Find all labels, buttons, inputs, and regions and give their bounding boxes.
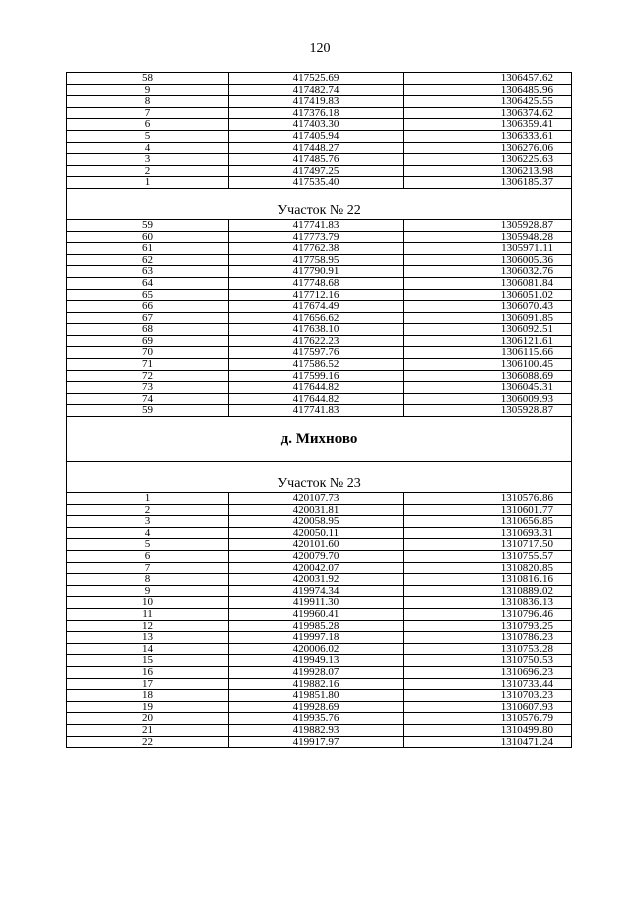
- x-coordinate-cell: 417712.16: [229, 289, 404, 301]
- table-row: [67, 301, 572, 313]
- point-number-cell: 64: [67, 277, 229, 289]
- x-coordinate-cell: 419851.80: [229, 690, 404, 702]
- point-number-cell: 10: [67, 597, 229, 609]
- x-coordinate-cell: 417622.23: [229, 335, 404, 347]
- table-row: [67, 678, 572, 690]
- y-coordinate-cell: 1310750.53: [404, 655, 572, 667]
- point-number-cell: 8: [67, 96, 229, 108]
- table-row: [67, 666, 572, 678]
- y-coordinate-cell: 1310717.50: [404, 539, 572, 551]
- point-number-cell: 70: [67, 347, 229, 359]
- point-number-cell: 7: [67, 107, 229, 119]
- x-coordinate-cell: 420079.70: [229, 551, 404, 563]
- y-coordinate-cell: 1305928.87: [404, 405, 572, 417]
- table-row: [67, 73, 572, 85]
- point-number-cell: 9: [67, 585, 229, 597]
- x-coordinate-cell: 417644.82: [229, 382, 404, 394]
- y-coordinate-cell: 1310755.57: [404, 551, 572, 563]
- y-coordinate-cell: 1310696.23: [404, 666, 572, 678]
- x-coordinate-cell: 417748.68: [229, 277, 404, 289]
- table-row: [67, 608, 572, 620]
- point-number-cell: 65: [67, 289, 229, 301]
- table-row: [67, 632, 572, 644]
- y-coordinate-cell: 1306333.61: [404, 130, 572, 142]
- table-row: [67, 119, 572, 131]
- table-row: [67, 289, 572, 301]
- x-coordinate-cell: 420042.07: [229, 562, 404, 574]
- x-coordinate-cell: 417497.25: [229, 165, 404, 177]
- point-number-cell: 22: [67, 736, 229, 748]
- point-number-cell: 74: [67, 393, 229, 405]
- section-title: Участок № 23: [67, 462, 572, 493]
- x-coordinate-cell: 420107.73: [229, 493, 404, 505]
- point-number-cell: 73: [67, 382, 229, 394]
- table-row: [67, 393, 572, 405]
- section-title: Участок № 22: [67, 188, 572, 219]
- y-coordinate-cell: 1310753.28: [404, 643, 572, 655]
- x-coordinate-cell: 419882.16: [229, 678, 404, 690]
- y-coordinate-cell: 1310796.46: [404, 608, 572, 620]
- table-row: [67, 312, 572, 324]
- point-number-cell: 15: [67, 655, 229, 667]
- x-coordinate-cell: 417448.27: [229, 142, 404, 154]
- table-row: [67, 405, 572, 417]
- y-coordinate-cell: 1310576.79: [404, 713, 572, 725]
- table-row: [67, 736, 572, 748]
- x-coordinate-cell: 417741.83: [229, 219, 404, 231]
- x-coordinate-cell: 417644.82: [229, 393, 404, 405]
- y-coordinate-cell: 1310703.23: [404, 690, 572, 702]
- point-number-cell: 2: [67, 165, 229, 177]
- x-coordinate-cell: 419960.41: [229, 608, 404, 620]
- table-row: [67, 620, 572, 632]
- y-coordinate-cell: 1310693.31: [404, 527, 572, 539]
- point-number-cell: 17: [67, 678, 229, 690]
- x-coordinate-cell: 417403.30: [229, 119, 404, 131]
- y-coordinate-cell: 1306185.37: [404, 177, 572, 189]
- point-number-cell: 59: [67, 405, 229, 417]
- x-coordinate-cell: 419882.93: [229, 724, 404, 736]
- x-coordinate-cell: 420031.92: [229, 574, 404, 586]
- table-row: [67, 359, 572, 371]
- x-coordinate-cell: 419911.30: [229, 597, 404, 609]
- y-coordinate-cell: 1306225.63: [404, 154, 572, 166]
- coordinates-table-body: [67, 73, 572, 748]
- point-number-cell: 61: [67, 243, 229, 255]
- point-number-cell: 5: [67, 539, 229, 551]
- x-coordinate-cell: 420031.81: [229, 504, 404, 516]
- point-number-cell: 72: [67, 370, 229, 382]
- point-number-cell: 4: [67, 142, 229, 154]
- table-row: [67, 165, 572, 177]
- x-coordinate-cell: 417758.95: [229, 254, 404, 266]
- x-coordinate-cell: 419935.76: [229, 713, 404, 725]
- y-coordinate-cell: 1310471.24: [404, 736, 572, 748]
- y-coordinate-cell: 1306091.85: [404, 312, 572, 324]
- x-coordinate-cell: 417599.16: [229, 370, 404, 382]
- table-row: [67, 231, 572, 243]
- point-number-cell: 6: [67, 551, 229, 563]
- y-coordinate-cell: 1310889.02: [404, 585, 572, 597]
- village-title: д. Михново: [67, 417, 572, 462]
- y-coordinate-cell: 1306457.62: [404, 73, 572, 85]
- point-number-cell: 7: [67, 562, 229, 574]
- y-coordinate-cell: 1306045.31: [404, 382, 572, 394]
- x-coordinate-cell: 419928.07: [229, 666, 404, 678]
- y-coordinate-cell: 1306121.61: [404, 335, 572, 347]
- point-number-cell: 4: [67, 527, 229, 539]
- point-number-cell: 1: [67, 177, 229, 189]
- point-number-cell: 60: [67, 231, 229, 243]
- y-coordinate-cell: 1310733.44: [404, 678, 572, 690]
- x-coordinate-cell: 419997.18: [229, 632, 404, 644]
- table-row: [67, 382, 572, 394]
- table-row: [67, 539, 572, 551]
- x-coordinate-cell: 417376.18: [229, 107, 404, 119]
- table-row: [67, 655, 572, 667]
- x-coordinate-cell: 417419.83: [229, 96, 404, 108]
- x-coordinate-cell: 417674.49: [229, 301, 404, 313]
- x-coordinate-cell: 420058.95: [229, 516, 404, 528]
- point-number-cell: 6: [67, 119, 229, 131]
- table-row: [67, 597, 572, 609]
- y-coordinate-cell: 1310601.77: [404, 504, 572, 516]
- x-coordinate-cell: 417790.91: [229, 266, 404, 278]
- y-coordinate-cell: 1310820.85: [404, 562, 572, 574]
- table-row: [67, 219, 572, 231]
- table-row: [67, 130, 572, 142]
- point-number-cell: 58: [67, 73, 229, 85]
- point-number-cell: 20: [67, 713, 229, 725]
- x-coordinate-cell: 417762.38: [229, 243, 404, 255]
- y-coordinate-cell: 1305948.28: [404, 231, 572, 243]
- table-row: [67, 154, 572, 166]
- point-number-cell: 3: [67, 516, 229, 528]
- y-coordinate-cell: 1306070.43: [404, 301, 572, 313]
- table-row: [67, 84, 572, 96]
- page-number: 120: [309, 41, 331, 56]
- x-coordinate-cell: 420006.02: [229, 643, 404, 655]
- point-number-cell: 18: [67, 690, 229, 702]
- table-row: [67, 504, 572, 516]
- y-coordinate-cell: 1310656.85: [404, 516, 572, 528]
- y-coordinate-cell: 1305971.11: [404, 243, 572, 255]
- table-row: [67, 243, 572, 255]
- y-coordinate-cell: 1305928.87: [404, 219, 572, 231]
- y-coordinate-cell: 1306276.06: [404, 142, 572, 154]
- y-coordinate-cell: 1306005.36: [404, 254, 572, 266]
- x-coordinate-cell: 417741.83: [229, 405, 404, 417]
- coordinates-table: [66, 72, 572, 748]
- point-number-cell: 71: [67, 359, 229, 371]
- x-coordinate-cell: 420050.11: [229, 527, 404, 539]
- table-row: [67, 713, 572, 725]
- point-number-cell: 12: [67, 620, 229, 632]
- table-row: [67, 335, 572, 347]
- table-row: [67, 347, 572, 359]
- y-coordinate-cell: 1310607.93: [404, 701, 572, 713]
- table-row: [67, 177, 572, 189]
- y-coordinate-cell: 1310499.80: [404, 724, 572, 736]
- section-header-row: [67, 462, 572, 493]
- x-coordinate-cell: 417773.79: [229, 231, 404, 243]
- y-coordinate-cell: 1310793.25: [404, 620, 572, 632]
- table-row: [67, 551, 572, 563]
- table-row: [67, 701, 572, 713]
- table-row: [67, 107, 572, 119]
- point-number-cell: 62: [67, 254, 229, 266]
- x-coordinate-cell: 417586.52: [229, 359, 404, 371]
- point-number-cell: 14: [67, 643, 229, 655]
- x-coordinate-cell: 417535.40: [229, 177, 404, 189]
- y-coordinate-cell: 1310836.13: [404, 597, 572, 609]
- y-coordinate-cell: 1306088.69: [404, 370, 572, 382]
- village-header-row: [67, 417, 572, 462]
- point-number-cell: 3: [67, 154, 229, 166]
- y-coordinate-cell: 1306051.02: [404, 289, 572, 301]
- x-coordinate-cell: 417485.76: [229, 154, 404, 166]
- point-number-cell: 21: [67, 724, 229, 736]
- y-coordinate-cell: 1306081.84: [404, 277, 572, 289]
- point-number-cell: 68: [67, 324, 229, 336]
- x-coordinate-cell: 417656.62: [229, 312, 404, 324]
- table-row: [67, 643, 572, 655]
- point-number-cell: 19: [67, 701, 229, 713]
- x-coordinate-cell: 419928.69: [229, 701, 404, 713]
- y-coordinate-cell: 1310576.86: [404, 493, 572, 505]
- table-row: [67, 266, 572, 278]
- y-coordinate-cell: 1306213.98: [404, 165, 572, 177]
- x-coordinate-cell: 417405.94: [229, 130, 404, 142]
- point-number-cell: 11: [67, 608, 229, 620]
- point-number-cell: 16: [67, 666, 229, 678]
- table-row: [67, 277, 572, 289]
- x-coordinate-cell: 417482.74: [229, 84, 404, 96]
- x-coordinate-cell: 419985.28: [229, 620, 404, 632]
- y-coordinate-cell: 1306359.41: [404, 119, 572, 131]
- point-number-cell: 69: [67, 335, 229, 347]
- y-coordinate-cell: 1310816.16: [404, 574, 572, 586]
- y-coordinate-cell: 1306485.96: [404, 84, 572, 96]
- point-number-cell: 13: [67, 632, 229, 644]
- y-coordinate-cell: 1310786.23: [404, 632, 572, 644]
- point-number-cell: 1: [67, 493, 229, 505]
- y-coordinate-cell: 1306100.45: [404, 359, 572, 371]
- x-coordinate-cell: 419974.34: [229, 585, 404, 597]
- x-coordinate-cell: 419917.97: [229, 736, 404, 748]
- x-coordinate-cell: 419949.13: [229, 655, 404, 667]
- table-row: [67, 690, 572, 702]
- table-row: [67, 254, 572, 266]
- x-coordinate-cell: 417597.76: [229, 347, 404, 359]
- x-coordinate-cell: 417638.10: [229, 324, 404, 336]
- table-row: [67, 585, 572, 597]
- y-coordinate-cell: 1306092.51: [404, 324, 572, 336]
- y-coordinate-cell: 1306425.55: [404, 96, 572, 108]
- table-row: [67, 516, 572, 528]
- section-header-row: [67, 188, 572, 219]
- point-number-cell: 2: [67, 504, 229, 516]
- table-row: [67, 493, 572, 505]
- point-number-cell: 8: [67, 574, 229, 586]
- point-number-cell: 9: [67, 84, 229, 96]
- table-row: [67, 574, 572, 586]
- point-number-cell: 67: [67, 312, 229, 324]
- table-row: [67, 724, 572, 736]
- point-number-cell: 66: [67, 301, 229, 313]
- table-row: [67, 562, 572, 574]
- point-number-cell: 63: [67, 266, 229, 278]
- x-coordinate-cell: 417525.69: [229, 73, 404, 85]
- y-coordinate-cell: 1306115.66: [404, 347, 572, 359]
- table-row: [67, 527, 572, 539]
- table-row: [67, 324, 572, 336]
- table-row: [67, 370, 572, 382]
- y-coordinate-cell: 1306032.76: [404, 266, 572, 278]
- point-number-cell: 59: [67, 219, 229, 231]
- table-row: [67, 96, 572, 108]
- y-coordinate-cell: 1306009.93: [404, 393, 572, 405]
- point-number-cell: 5: [67, 130, 229, 142]
- x-coordinate-cell: 420101.60: [229, 539, 404, 551]
- y-coordinate-cell: 1306374.62: [404, 107, 572, 119]
- table-row: [67, 142, 572, 154]
